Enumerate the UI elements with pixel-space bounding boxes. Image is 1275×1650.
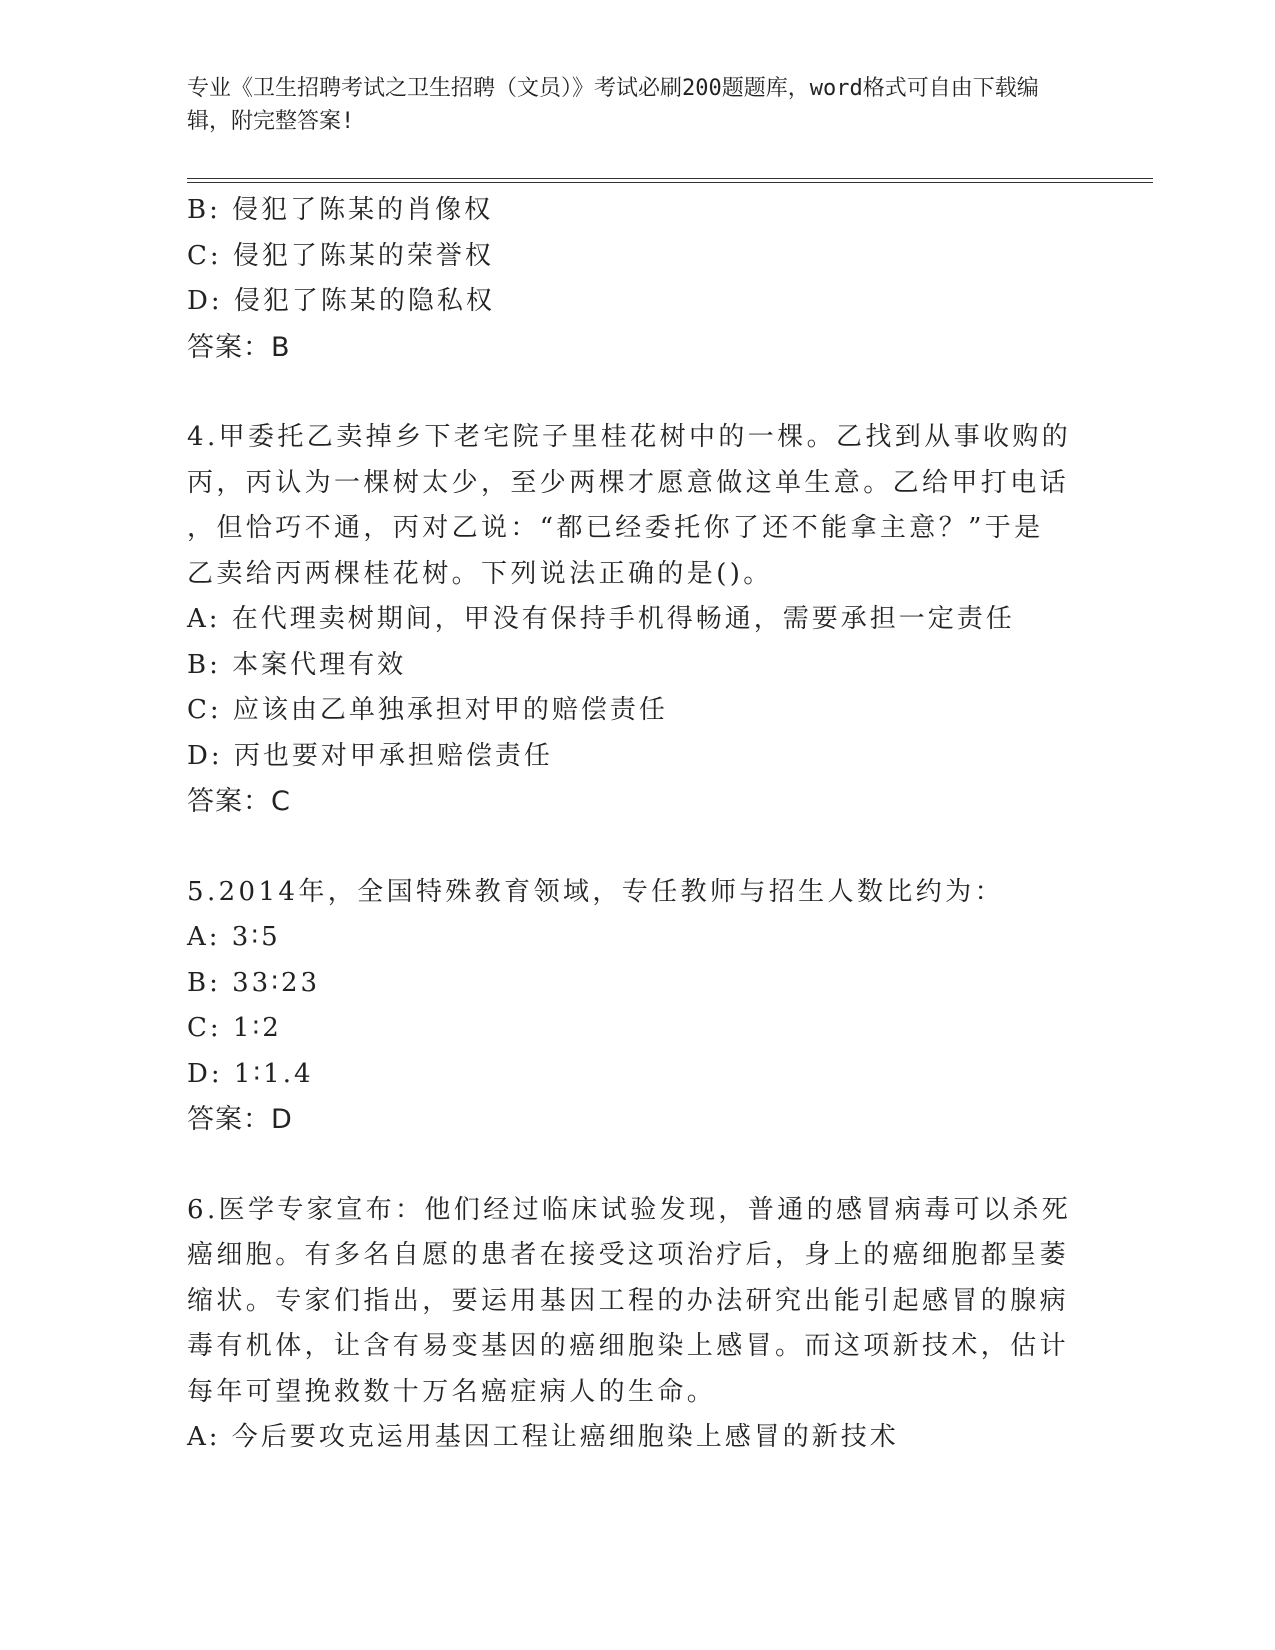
question-block-5 xyxy=(187,870,1067,1143)
question-block-3 xyxy=(187,188,1067,370)
option-a: A: 在代理卖树期间，甲没有保持手机得畅通，需要承担一定责任 xyxy=(187,604,1015,634)
option-a: A: 今后要攻克运用基因工程让癌细胞染上感冒的新技术 xyxy=(187,1422,899,1452)
question-stem-line: 缩状。专家们指出，要运用基因工程的办法研究出能引起感冒的腺病 xyxy=(187,1285,1070,1316)
option-b: B: 侵犯了陈某的肖像权 xyxy=(187,195,494,225)
option-a: A: 3∶5 xyxy=(187,922,281,952)
question-stem-line: 癌细胞。有多名自愿的患者在接受这项治疗后，身上的癌细胞都呈萎 xyxy=(187,1240,1070,1270)
question-stem-line: 6.医学专家宣布：他们经过临床试验发现，普通的感冒病毒可以杀死 xyxy=(187,1194,1072,1225)
header-rule-bottom xyxy=(187,182,1153,183)
option-b: B: 本案代理有效 xyxy=(187,649,407,680)
question-stem-line: 每年可望挽救数十万名癌症病人的生命。 xyxy=(187,1376,717,1407)
option-d: D: 侵犯了陈某的隐私权 xyxy=(187,286,495,316)
answer-line: 答案：C xyxy=(187,786,291,817)
question-stem-line: 乙卖给丙两棵桂花树。下列说法正确的是()。 xyxy=(187,558,773,589)
question-stem-line: 4.甲委托乙卖掉乡下老宅院子里桂花树中的一棵。乙找到从事收购的 xyxy=(187,422,1072,452)
option-c: C: 侵犯了陈某的荣誉权 xyxy=(187,240,494,271)
answer-line: 答案：D xyxy=(187,1104,293,1135)
option-c: C: 1∶2 xyxy=(187,1013,282,1043)
question-block-4 xyxy=(187,415,1072,825)
question-stem-line: 5.2014年，全国特殊教育领域，专任教师与招生人数比约为： xyxy=(187,876,1004,907)
question-stem-line: 丙，丙认为一棵树太少，至少两棵才愿意做这单生意。乙给甲打电话 xyxy=(187,467,1070,498)
question-stem-line: ，但恰巧不通，丙对乙说：“都已经委托你了还不能拿主意？”于是 xyxy=(187,513,1044,543)
question-stem-line: 毒有机体，让含有易变基因的癌细胞染上感冒。而这项新技术，估计 xyxy=(187,1331,1070,1361)
page-header-title: 专业《卫生招聘考试之卫生招聘（文员）》考试必刷200题题库，word格式可自由下载编辑，附完整答案! xyxy=(187,76,1039,134)
question-block-6 xyxy=(187,1188,1072,1461)
answer-line: 答案：B xyxy=(187,331,291,363)
option-c: C: 应该由乙单独承担对甲的赔偿责任 xyxy=(187,695,668,725)
question-content xyxy=(187,188,1072,1461)
option-d: D: 1∶1.4 xyxy=(187,1058,314,1089)
option-b: B: 33∶23 xyxy=(187,967,321,998)
option-d: D: 丙也要对甲承担赔偿责任 xyxy=(187,740,553,771)
header-rule-top xyxy=(187,178,1153,179)
